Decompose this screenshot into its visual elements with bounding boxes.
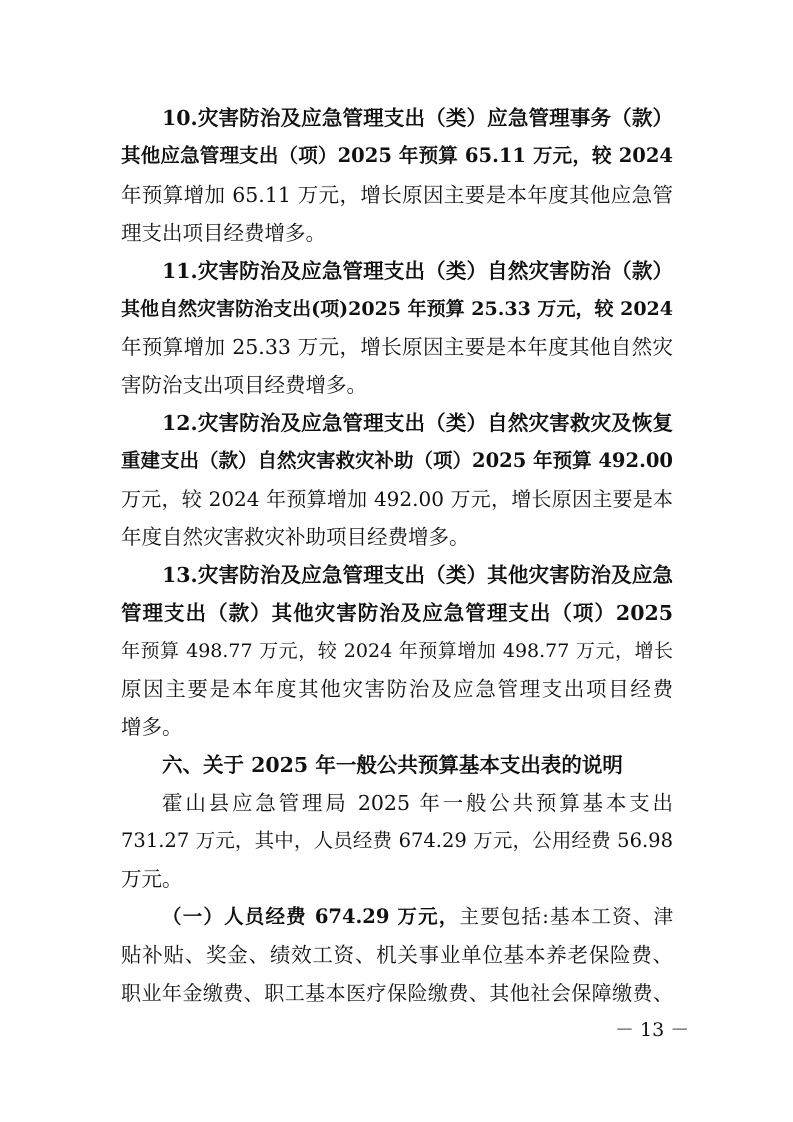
item-12-line-1: 12.灾害防治及应急管理支出（类）自然灾害救灾及恢复 [162,411,673,435]
summary-line-3: 万元。 [121,867,183,891]
page-number: － 13 － [615,1019,690,1041]
item-13-line-5: 增多。 [121,715,183,739]
item-10-line-2 [121,141,673,171]
item-13-line-2: 管理支出（款）其他灾害防治及应急管理支出（项）2025 [121,601,673,625]
item-11-line-1: 11.灾害防治及应急管理支出（类）自然灾害防治（款） [162,259,673,283]
item-11-line-4: 害防治支出项目经费增多。 [121,373,367,397]
item-13-line-3: 年预算 498.77 万元，较 2024 年预算增加 498.77 万元，增长 [121,640,673,662]
item-12-line-4: 年度自然灾害救灾补助项目经费增多。 [121,525,470,549]
personnel-line-3: 职业年金缴费、职工基本医疗保险缴费、其他社会保障缴费、 [121,981,673,1005]
item-11-line-3: 年预算增加 25.33 万元，增长原因主要是本年度其他自然灾 [121,335,673,359]
item-12-line-3: 万元，较 2024 年预算增加 492.00 万元，增长原因主要是本 [121,487,673,511]
personnel-line-2: 贴补贴、奖金、绩效工资、机关事业单位基本养老保险费、 [121,943,673,967]
section-heading: 六、关于 2025 年一般公共预算基本支出表的说明 [162,753,623,777]
summary-line-2: 731.27 万元，其中，人员经费 674.29 万元，公用经费 56.98 [121,829,673,852]
personnel-line-1 [162,902,673,932]
personnel-lead: （一）人员经费 674.29 万元， [162,905,460,928]
item-10-line-1: 10.灾害防治及应急管理支出（类）应急管理事务（款） [162,106,673,130]
item-10-line-4: 理支出项目经费增多。 [121,221,326,245]
item-10-line-2-text: 其他应急管理支出（项）2025 年预算 65.11 万元，较 2024 [121,144,673,167]
item-10-line-3: 年预算增加 65.11 万元，增长原因主要是本年度其他应急管 [121,183,673,207]
item-11-line-2: 其他自然灾害防治支出(项)2025 年预算 25.33 万元，较 2024 [121,298,673,320]
item-13-line-4: 原因主要是本年度其他灾害防治及应急管理支出项目经费 [121,677,673,701]
summary-line-1: 霍山县应急管理局 2025 年一般公共预算基本支出 [162,791,673,815]
personnel-line-1-rest: 主要包括:基本工资、津 [459,905,673,928]
item-12-line-2: 重建支出（款）自然灾害救灾补助（项）2025 年预算 492.00 [121,449,673,472]
item-13-line-1: 13.灾害防治及应急管理支出（类）其他灾害防治及应急 [162,563,673,587]
